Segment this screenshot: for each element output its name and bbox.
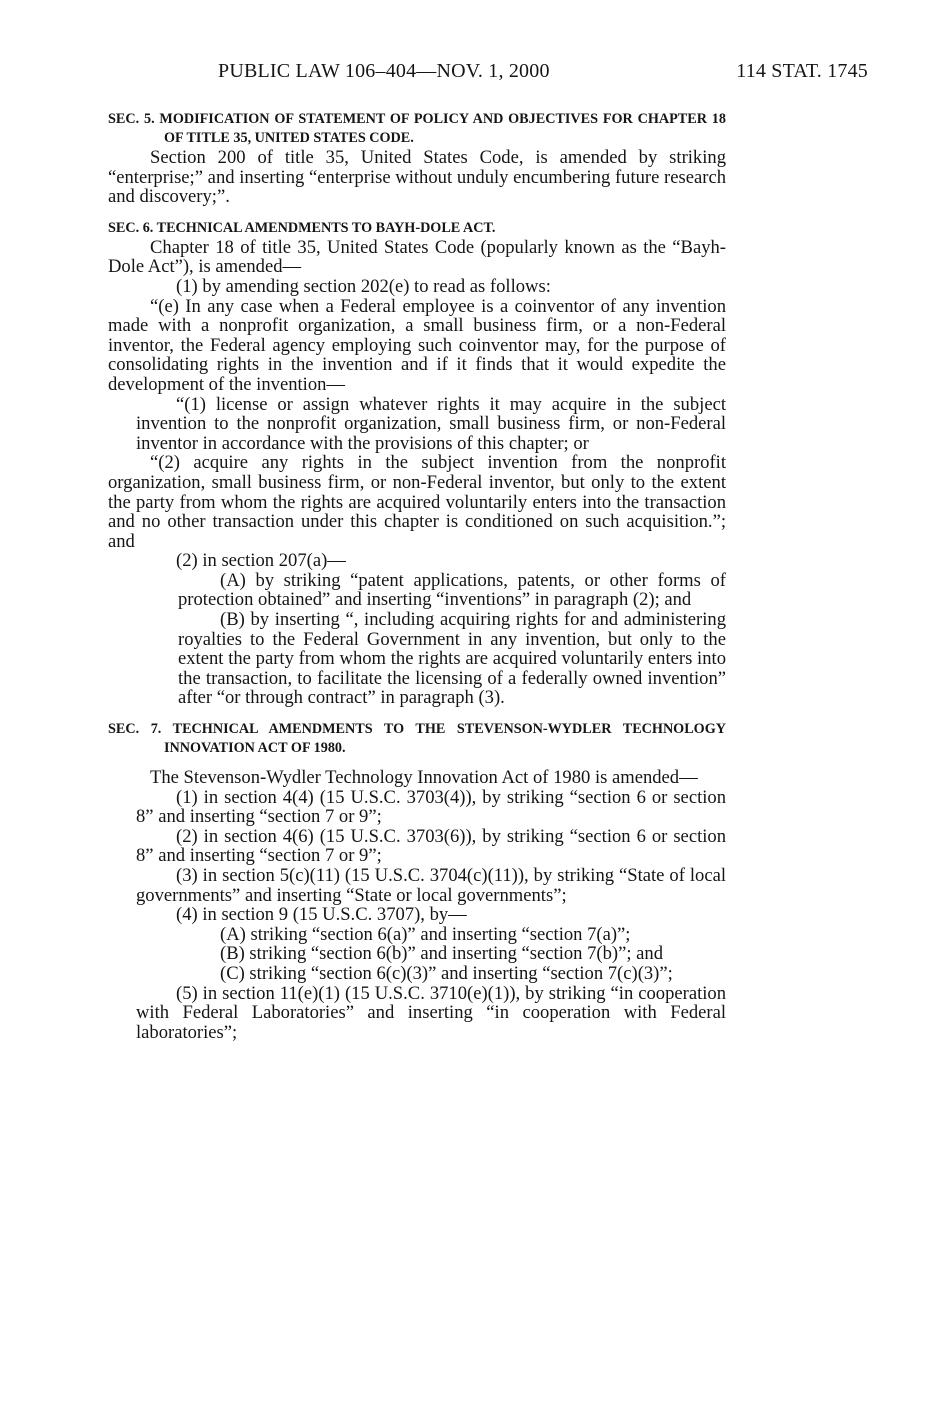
- sec7-subparagraph-a: (A) striking “section 6(a)” and inserting “section 7(a)”;: [220, 923, 631, 945]
- sec6-quoted-subsection-e: “(e) In any case when a Federal employee is a coinventor of any invention made with a nonprofit organization, a small business firm, or a non-Federal inventor, the Federal agency employing such coinventor may, for the purpose of consolidating rights in the invention and if it finds that it would expedite the development of the invention—: [108, 295, 726, 395]
- sec7-paragraph-1: (1) in section 4(4) (15 U.S.C. 3703(4)), by striking “section 6 or section 8” and inserting “section 7 or 9”;: [136, 786, 726, 828]
- document-body: [108, 110, 726, 1042]
- statute-page-number: 114 STAT. 1745: [736, 60, 868, 82]
- sec6-quoted-paragraph-2: “(2) acquire any rights in the subject invention from the nonprofit organization, small business firm, or non-Federal inventor, but only to the extent the party from whom the rights are acquired voluntarily enters into the transaction and no other transaction under this chapter is conditioned on such acquisition.”; and: [108, 452, 726, 552]
- sec7-paragraph-5: (5) in section 11(e)(1) (15 U.S.C. 3710(e)(1)), by striking “in cooperation with Federal Laboratories” and inserting “in cooperation with Federal laboratories”;: [136, 982, 726, 1043]
- sec5-heading: SEC. 5. MODIFICATION OF STATEMENT OF POLICY AND OBJECTIVES FOR CHAPTER 18 OF TITLE 35, UNITED STATES CODE.: [108, 111, 726, 146]
- sec7-paragraph-4: (4) in section 9 (15 U.S.C. 3707), by—: [176, 904, 467, 926]
- sec6-subparagraph-a: (A) by striking “patent applications, patents, or other forms of protection obtained” and inserting “inventions” in paragraph (2); and: [178, 569, 726, 611]
- sec7-paragraph-2: (2) in section 4(6) (15 U.S.C. 3703(6)), by striking “section 6 or section 8” and inserting “section 7 or 9”;: [136, 825, 726, 867]
- sec6-heading: SEC. 6. TECHNICAL AMENDMENTS TO BAYH-DOLE ACT.: [108, 219, 496, 236]
- sec7-paragraph-3: (3) in section 5(c)(11) (15 U.S.C. 3704(c)(11)), by striking “State of local governments” and inserting “State or local governments”;: [136, 865, 726, 906]
- sec7-heading: SEC. 7. TECHNICAL AMENDMENTS TO THE STEVENSON-WYDLER TECHNOLOGY INNOVATION ACT OF 1980.: [108, 721, 726, 757]
- sec6-intro: Chapter 18 of title 35, United States Code (popularly known as the “Bayh-Dole Act”), is amended—: [108, 236, 726, 278]
- sec5-body: Section 200 of title 35, United States Code, is amended by striking “enterprise;” and inserting “enterprise without unduly encumbering future research and discovery;”.: [108, 147, 726, 208]
- sec7-subparagraph-b: (B) striking “section 6(b)” and inserting “section 7(b)”; and: [220, 943, 664, 965]
- sec6-quoted-paragraph-1: “(1) license or assign whatever rights it may acquire in the subject invention to the nonprofit organization, small business firm, or non-Federal inventor in accordance with the provisions of this chapter; or: [136, 393, 726, 454]
- sec6-paragraph-1: (1) by amending section 202(e) to read as follows:: [176, 275, 551, 297]
- public-law-citation: PUBLIC LAW 106–404—NOV. 1, 2000: [218, 60, 550, 82]
- sec7-subparagraph-c: (C) striking “section 6(c)(3)” and inserting “section 7(c)(3)”;: [220, 962, 673, 984]
- sec6-paragraph-2: (2) in section 207(a)—: [176, 550, 346, 572]
- sec7-intro: The Stevenson-Wydler Technology Innovation Act of 1980 is amended—: [150, 767, 698, 789]
- running-head: [108, 60, 868, 88]
- sec6-subparagraph-b: (B) by inserting “, including acquiring rights for and administering royalties to the Federal Government in any invention, but only to the extent the party from whom the rights are acquired voluntarily enters into the transaction, to facilitate the licensing of a federally owned invention” after “or through contract” in paragraph (3).: [178, 609, 726, 709]
